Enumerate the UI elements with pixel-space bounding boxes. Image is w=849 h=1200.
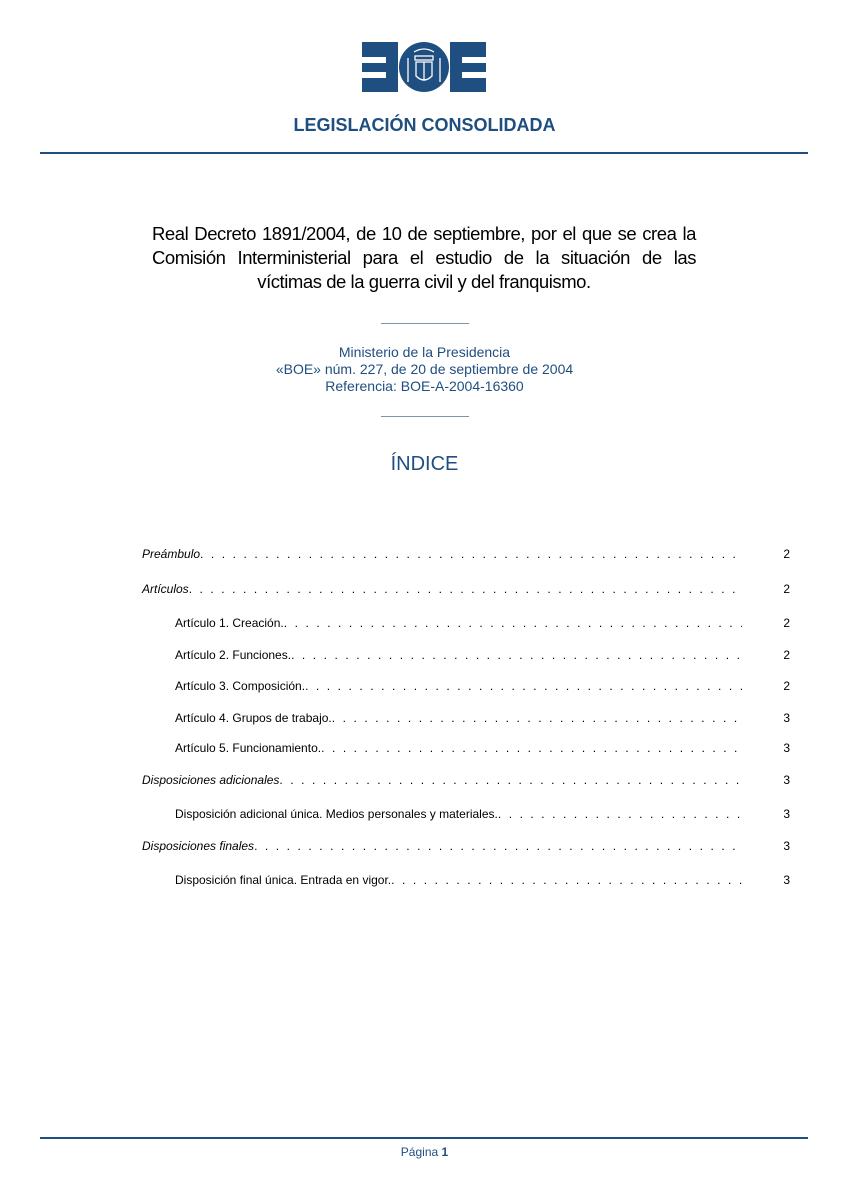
toc-label: Disposición adicional única. Medios personales y materiales. bbox=[175, 807, 498, 821]
boe-logo bbox=[362, 42, 486, 92]
toc-page: 2 bbox=[783, 547, 790, 561]
header-divider bbox=[40, 152, 808, 154]
header-title: LEGISLACIÓN CONSOLIDADA bbox=[293, 115, 556, 135]
toc-page: 2 bbox=[783, 648, 790, 662]
toc-page: 3 bbox=[783, 873, 790, 887]
toc-page: 3 bbox=[783, 741, 790, 755]
page-number: 1 bbox=[441, 1145, 449, 1159]
toc-label: Artículo 1. Creación. bbox=[175, 616, 284, 630]
divider-short bbox=[381, 416, 469, 417]
page-footer bbox=[0, 1145, 849, 1159]
toc-entry[interactable] bbox=[142, 773, 790, 787]
toc-page: 2 bbox=[783, 582, 790, 596]
toc-label: Artículo 2. Funciones. bbox=[175, 648, 292, 662]
toc-page: 2 bbox=[783, 616, 790, 630]
toc-page: 3 bbox=[783, 711, 790, 725]
toc-entry[interactable] bbox=[175, 616, 790, 630]
toc-page: 3 bbox=[783, 839, 790, 853]
toc-label: Disposiciones adicionales bbox=[142, 773, 280, 787]
toc-label: Disposición final única. Entrada en vigor. bbox=[175, 873, 392, 887]
toc-page: 2 bbox=[783, 679, 790, 693]
divider-short bbox=[381, 323, 469, 324]
toc-entry[interactable] bbox=[175, 648, 790, 662]
toc-entry[interactable] bbox=[142, 582, 790, 596]
toc-entry[interactable] bbox=[175, 807, 790, 821]
document-title: Real Decreto 1891/2004, de 10 de septiembre, por el que se crea la Comisión Interministerial para el estudio de la situación de las víctimas de la guerra civil y del franquismo. bbox=[152, 223, 696, 292]
toc-entry[interactable] bbox=[175, 711, 790, 725]
toc-entry[interactable] bbox=[175, 679, 790, 693]
publication-info: «BOE» núm. 227, de 20 de septiembre de 2004 bbox=[275, 361, 574, 377]
toc-label: Preámbulo bbox=[142, 547, 201, 561]
page-label: Página bbox=[400, 1145, 439, 1159]
toc-label: Artículos bbox=[142, 582, 189, 596]
footer-divider bbox=[40, 1137, 808, 1139]
toc-page: 3 bbox=[783, 773, 790, 787]
index-title: ÍNDICE bbox=[390, 453, 459, 475]
toc-entry[interactable] bbox=[175, 741, 790, 755]
toc-entry[interactable] bbox=[175, 873, 790, 887]
toc-label: Artículo 3. Composición. bbox=[175, 679, 306, 693]
reference: Referencia: BOE-A-2004-16360 bbox=[325, 378, 524, 394]
ministry: Ministerio de la Presidencia bbox=[338, 344, 511, 360]
toc-label: Artículo 4. Grupos de trabajo. bbox=[175, 711, 332, 725]
toc-label: Disposiciones finales bbox=[142, 839, 255, 853]
toc-entry[interactable] bbox=[142, 547, 790, 561]
toc-page: 3 bbox=[783, 807, 790, 821]
toc-entry[interactable] bbox=[142, 839, 790, 853]
toc-label: Artículo 5. Funcionamiento. bbox=[175, 741, 322, 755]
